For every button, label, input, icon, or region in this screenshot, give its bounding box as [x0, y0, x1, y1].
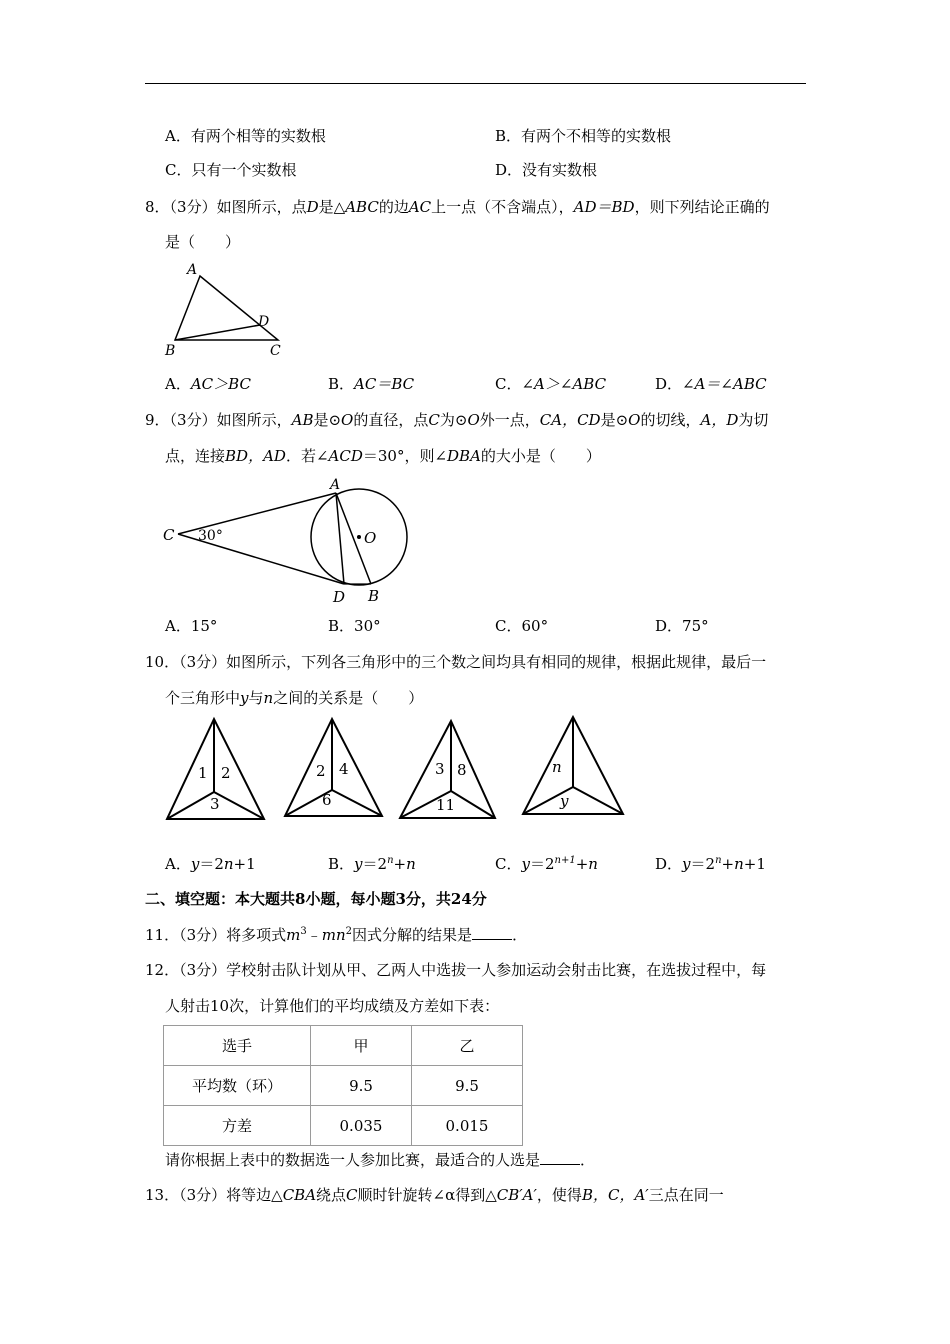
option-letter: A．: [165, 855, 191, 873]
table-cell: 9.5: [412, 1066, 523, 1106]
triangle-left-number: 3: [435, 760, 445, 778]
q8-text: 是△: [318, 198, 346, 216]
option-text: AC＝BC: [354, 375, 415, 393]
option-var: y: [682, 855, 691, 873]
q8-stem: [145, 197, 770, 217]
triangle-bottom-number: y: [560, 792, 569, 810]
q9-circle-figure: [160, 474, 420, 609]
q10-text: 之间的关系是（ ）: [273, 689, 424, 707]
q13-var: B，C，A′: [581, 1186, 649, 1204]
triangle-right-number: 4: [339, 760, 349, 778]
option-var: y: [354, 855, 363, 873]
triangle-left-number: 2: [316, 762, 326, 780]
q9-text: 的大小是（ ）: [480, 447, 601, 465]
q8-var: AC: [408, 198, 432, 216]
q11-stem: [145, 925, 527, 945]
option-var: n: [223, 855, 234, 873]
q10-option-c[interactable]: [495, 854, 598, 874]
q9-stem-line2: [165, 446, 601, 466]
q8-text: ，则下列结论正确的: [634, 198, 770, 216]
q7-option-b[interactable]: B．有两个不相等的实数根: [495, 127, 672, 145]
q9-text: 是⊙: [600, 411, 629, 429]
triangle-right-number: 2: [221, 764, 231, 782]
label-o: O: [364, 529, 377, 547]
table-cell: 乙: [412, 1026, 523, 1066]
triangle-2: [285, 719, 382, 816]
q9-text: 如图所示，: [216, 411, 292, 429]
q9-text: 为⊙: [439, 411, 468, 429]
q10-number: 10．: [145, 653, 180, 671]
triangle-right-number: 8: [457, 761, 467, 779]
q11-text: 将多项式: [226, 926, 287, 944]
q8-text: 的边: [378, 198, 409, 216]
q12-stem-line2: 人射击10次，计算他们的平均成绩及方差如下表：: [165, 997, 500, 1015]
q8-option-a[interactable]: [165, 374, 251, 394]
label-d: D: [258, 314, 270, 330]
option-var: y: [521, 855, 530, 873]
q8-option-b[interactable]: [328, 374, 414, 394]
option-text: +1: [233, 855, 256, 873]
q11-var: m: [286, 926, 301, 944]
q9-var: ACD: [328, 447, 363, 465]
option-text: AC＞BC: [190, 375, 251, 393]
table-cell: 平均数（环）: [164, 1066, 311, 1106]
q8-number: 8．: [145, 198, 170, 216]
q7-option-d[interactable]: D．没有实数根: [495, 161, 598, 179]
table-row: [164, 1066, 523, 1106]
q12-text: 请你根据上表中的数据选一人参加比赛，最适合的人选是: [165, 1151, 541, 1169]
q9-var: O: [341, 411, 354, 429]
option-exponent: n+1: [554, 855, 576, 866]
option-text: ∠A＞∠ABC: [521, 375, 607, 393]
q13-number: 13．: [145, 1186, 180, 1204]
q9-number: 9．: [145, 411, 170, 429]
q8-var: ABC: [345, 198, 379, 216]
q12-answer-blank[interactable]: [540, 1150, 580, 1165]
q10-text: 个三角形中: [165, 689, 241, 707]
q13-text: 将等边△: [226, 1186, 283, 1204]
q9-var: AB: [291, 411, 314, 429]
option-exponent: n: [387, 855, 394, 866]
q10-var: y: [240, 689, 249, 707]
table-cell: 方差: [164, 1106, 311, 1146]
label-b: B: [368, 587, 380, 605]
q11-text: ﹣: [306, 926, 322, 944]
option-var: y: [190, 855, 200, 873]
q8-option-c[interactable]: [495, 374, 606, 394]
option-var: n: [588, 855, 598, 873]
q9-option-b[interactable]: B．30°: [328, 617, 381, 635]
q11-number: 11．: [145, 926, 180, 944]
q9-var: O: [467, 411, 480, 429]
option-letter: B．: [328, 375, 355, 393]
q12-score-table: [163, 1025, 523, 1146]
q13-text: 绕点: [316, 1186, 347, 1204]
section-heading: 二、填空题：本大题共8小题，每小题3分，共24分: [145, 890, 487, 908]
table-row: [164, 1106, 523, 1146]
option-text: ＝2: [529, 855, 555, 873]
q9-text: 外一点，: [479, 411, 540, 429]
q9-var: O: [628, 411, 641, 429]
q11-text: ．: [512, 926, 528, 944]
q10-triangles-figure: [160, 712, 630, 824]
triangle-bottom-number: 11: [436, 796, 456, 814]
table-cell: 甲: [311, 1026, 412, 1066]
q10-text: 与: [248, 689, 264, 707]
q9-option-a[interactable]: A．15°: [165, 617, 218, 635]
q9-text: ．若∠: [285, 447, 329, 465]
header-rule: [145, 83, 806, 84]
option-letter: C．: [495, 375, 522, 393]
q10-text: 如图所示，下列各三角形中的三个数之间均具有相同的规律，根据此规律，最后一: [226, 653, 767, 671]
q13-score: （3分）: [179, 1186, 227, 1204]
option-text: +: [575, 855, 589, 873]
q12-text: ．: [580, 1151, 596, 1169]
q10-option-a[interactable]: [165, 854, 256, 874]
table-row: [164, 1026, 523, 1066]
q12-score: （3分）: [179, 961, 227, 979]
q8-var: D: [306, 198, 319, 216]
q9-var: CA，CD: [539, 411, 601, 429]
option-letter: B．: [328, 855, 355, 873]
q8-text: 如图所示，点: [216, 198, 307, 216]
q10-option-b[interactable]: [328, 854, 416, 874]
option-text: +: [393, 855, 407, 873]
option-letter: D．: [655, 855, 683, 873]
q8-stem-line2: 是（ ）: [165, 233, 241, 251]
label-a: A: [187, 262, 198, 278]
q11-text: 因式分解的结果是: [352, 926, 473, 944]
q13-text: ，使得: [536, 1186, 582, 1204]
triangle-bottom-number: 6: [322, 791, 332, 809]
q12-question: [165, 1150, 595, 1170]
q8-option-d[interactable]: [655, 374, 767, 394]
label-c: C: [163, 526, 175, 544]
q10-var: n: [263, 689, 274, 707]
q9-var: A，D: [700, 411, 739, 429]
triangle-left-number: 1: [198, 764, 208, 782]
q10-option-d[interactable]: [655, 854, 766, 874]
table-cell: 0.015: [412, 1106, 523, 1146]
table-cell: 9.5: [311, 1066, 412, 1106]
q13-var: C: [346, 1186, 358, 1204]
q13-text: 顺时针旋转∠α得到△: [357, 1186, 497, 1204]
triangle-bottom-number: 3: [210, 795, 220, 813]
q9-text: 为切: [738, 411, 769, 429]
option-text: ＝2: [690, 855, 716, 873]
option-exponent: n: [715, 855, 722, 866]
option-var: n: [734, 855, 744, 873]
q13-text: 三点在同一: [648, 1186, 724, 1204]
option-letter: A．: [165, 375, 191, 393]
q8-text: 上一点（不含端点），: [431, 198, 574, 216]
label-b: B: [165, 343, 176, 359]
q12-text: 学校射击队计划从甲、乙两人中选拔一人参加运动会射击比赛，在选拔过程中，每: [226, 961, 767, 979]
angle-label: 30°: [198, 528, 223, 544]
option-text: +1: [743, 855, 766, 873]
q11-answer-blank[interactable]: [472, 925, 512, 940]
q12-number: 12．: [145, 961, 180, 979]
q12-stem: [145, 960, 766, 980]
option-text: ＝2: [362, 855, 388, 873]
q9-option-c[interactable]: C．60°: [495, 617, 549, 635]
triangle-left-number: n: [552, 758, 562, 776]
q13-var: CB′A′: [496, 1186, 537, 1204]
option-letter: D．: [655, 375, 683, 393]
label-d: D: [333, 588, 346, 606]
segment-bd: [175, 325, 260, 340]
q8-triangle-figure: [160, 258, 300, 363]
q11-score: （3分）: [179, 926, 227, 944]
q11-exponent: 2: [345, 926, 353, 937]
q10-score: （3分）: [179, 653, 227, 671]
q11-exponent: 3: [300, 926, 307, 937]
q9-text: 的切线，: [640, 411, 701, 429]
q9-stem: [145, 410, 768, 430]
q11-var: mn: [321, 926, 346, 944]
q13-var: CBA: [282, 1186, 317, 1204]
segment-ad: [336, 493, 344, 584]
q9-text: ＝30°，则∠: [362, 447, 448, 465]
q9-var: DBA: [447, 447, 481, 465]
q13-stem: [145, 1185, 724, 1205]
q9-option-d[interactable]: D．75°: [655, 617, 709, 635]
triangle-3: [400, 721, 495, 818]
option-text: ＝2: [199, 855, 224, 873]
option-var: n: [406, 855, 416, 873]
label-a: A: [330, 477, 341, 493]
center-point: [357, 535, 361, 539]
table-cell: 0.035: [311, 1106, 412, 1146]
q8-var: AD＝BD: [573, 198, 635, 216]
q9-var: C: [428, 411, 440, 429]
q9-text: 的直径，点: [353, 411, 429, 429]
option-letter: C．: [495, 855, 522, 873]
triangle-4: [523, 717, 623, 814]
table-cell: 选手: [164, 1026, 311, 1066]
q9-text: 是⊙: [313, 411, 342, 429]
q10-stem-line2: [165, 688, 423, 708]
option-text: ∠A＝∠ABC: [682, 375, 767, 393]
q7-option-a[interactable]: A．有两个相等的实数根: [165, 127, 326, 145]
q8-score: （3分）: [169, 198, 217, 216]
q7-option-c[interactable]: C．只有一个实数根: [165, 161, 297, 179]
triangle-1: [167, 719, 264, 819]
label-c: C: [270, 343, 281, 359]
q9-var: BD，AD: [225, 447, 286, 465]
q9-score: （3分）: [169, 411, 217, 429]
option-text: +: [721, 855, 735, 873]
q10-stem: [145, 652, 766, 672]
q9-text: 点，连接: [165, 447, 226, 465]
